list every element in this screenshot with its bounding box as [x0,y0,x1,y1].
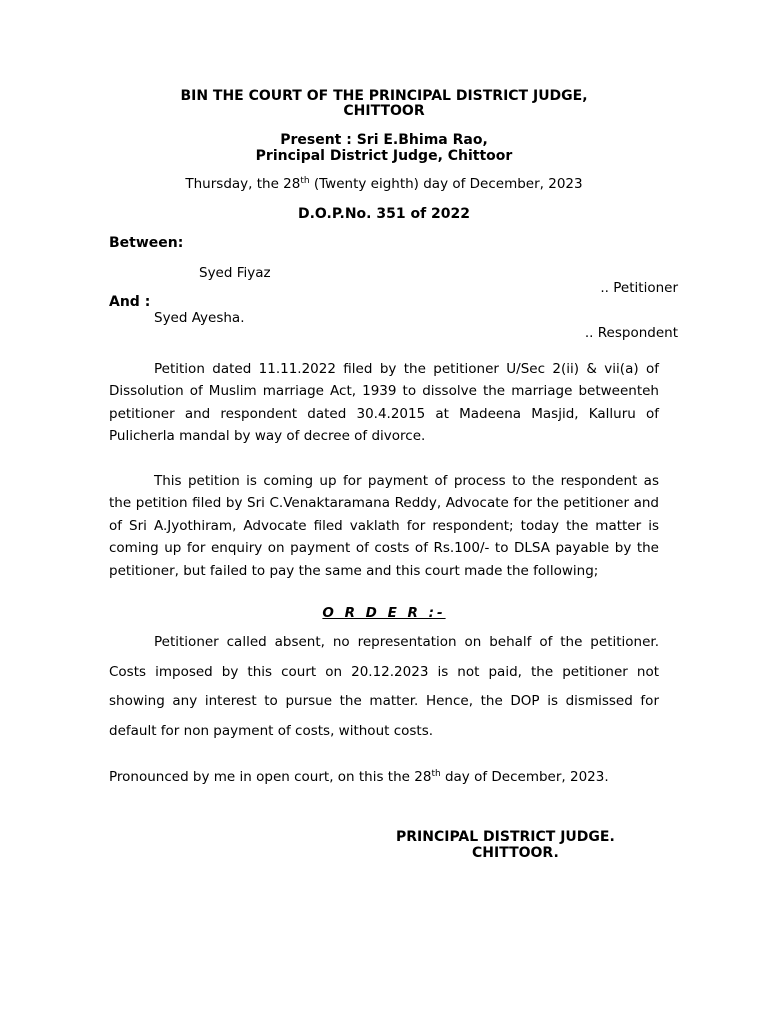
order-heading [0,605,768,621]
pronounced-suffix: day of December, 2023. [440,769,609,785]
petition-paragraph: Petition dated 11.11.2022 filed by the petitioner U/Sec 2(ii) & vii(a) of Dissolution of Muslim marriage Act, 1939 to dissolve the marriage betweenteh petitioner and respondent dated 30.4.2015 at Madeena Masjid, Kalluru of Pulicherla mandal by way of decree of divorce. [109,361,659,445]
court-title-line1: BIN THE COURT OF THE PRINCIPAL DISTRICT JUDGE, [180,88,588,104]
pronouncement-line [109,769,609,785]
date-superscript: th [300,176,310,186]
judgment-date [0,176,768,192]
petitioner-name: Syed Fiyaz [199,265,271,281]
proceedings-paragraph: This petition is coming up for payment of process to the respondent as the petition filed by Sri C.Venaktaramana Reddy, Advocate for the petitioner and of Sri A.Jyothiram, Advocate filed vaklath for respondent; today the matter is coming up for enquiry on payment of costs of Rs.100/- to DLSA payable by the petitioner, but failed to pay the same and this court made the following; [109,473,659,579]
signature-title: PRINCIPAL DISTRICT JUDGE. [396,829,615,845]
respondent-name: Syed Ayesha. [154,310,245,326]
petitioner-role: .. Petitioner [600,280,678,296]
case-number: D.O.P.No. 351 of 2022 [297,206,471,222]
signature-place: CHITTOOR. [472,845,559,861]
respondent-role: .. Respondent [584,325,678,341]
order-heading-text: O R D E R :- [322,605,446,621]
present-line: Present : Sri E.Bhima Rao, [280,132,488,148]
between-label: Between: [109,235,184,251]
pronounced-superscript: th [431,769,441,779]
court-title-line2: CHITTOOR [343,103,425,119]
and-label: And : [109,294,151,310]
pronounced-prefix: Pronounced by me in open court, on this the 28 [109,769,432,785]
order-paragraph: Petitioner called absent, no representation on behalf of the petitioner. Costs imposed by this court on 20.12.2023 is not paid, the petitioner not showing any interest to pursue the matter. Hence, the DOP is dismissed for default for non payment of costs, without costs. [109,634,659,739]
date-suffix: (Twenty eighth) day of December, 2023 [309,176,583,192]
judge-designation: Principal District Judge, Chittoor [255,148,513,164]
date-prefix: Thursday, the 28 [185,176,301,192]
